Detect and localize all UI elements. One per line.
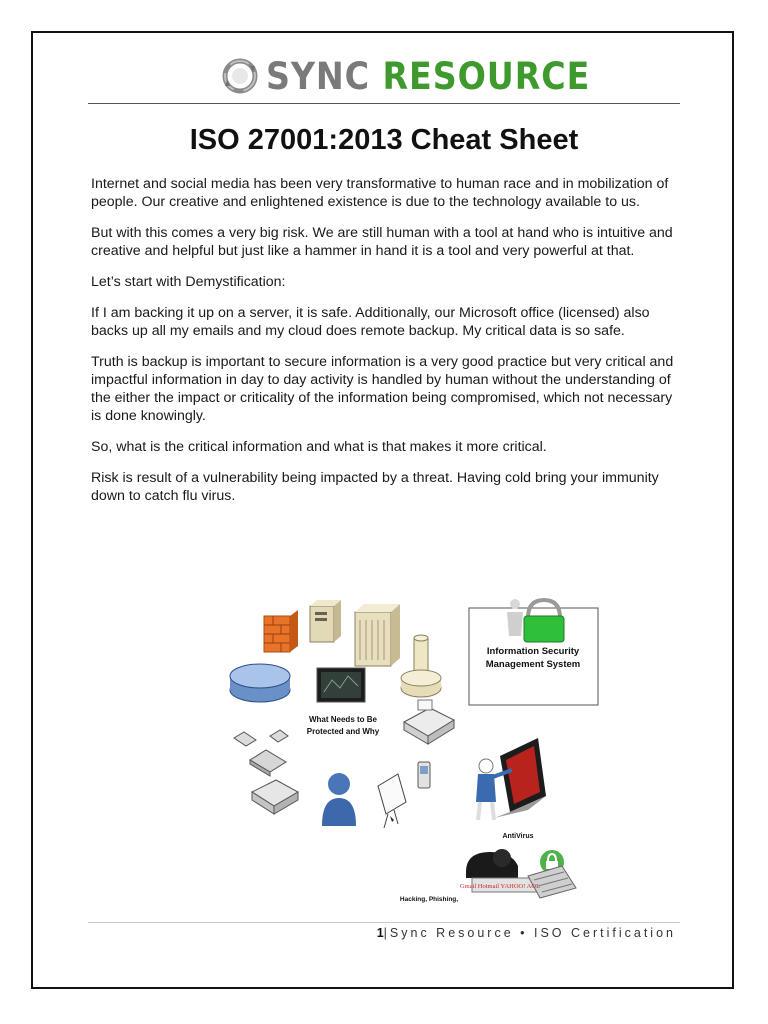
brand-logo <box>222 55 626 97</box>
user-icon <box>322 773 356 826</box>
person-key-icon <box>507 599 523 636</box>
lock-icon <box>524 600 564 642</box>
isms-label-line1: Information Security <box>486 646 580 657</box>
paragraph-1: Internet and social media has been very transformative to human race and in mobilization of people. Our creative and enlightened existence is due to the technology available to us. <box>91 176 669 210</box>
center-label-line2: Protected and Why <box>306 727 380 736</box>
antivirus-label: AntiVirus <box>502 833 534 840</box>
paragraph-6: So, what is the critical information and what is that makes it more critical. <box>91 439 547 455</box>
isms-label-line2: Management System <box>485 659 581 670</box>
footer-divider <box>88 922 680 923</box>
header-divider <box>88 103 680 104</box>
email-logos: Gmail Hotmail YAHOO! AOL <box>459 883 541 890</box>
isms-box <box>469 599 598 705</box>
footer-separator: | <box>383 926 390 940</box>
page-number: 1 <box>376 926 384 940</box>
printer-icon <box>252 780 298 814</box>
center-label-line1: What Needs to Be <box>308 715 378 724</box>
hacking-label: Hacking, Phishing, <box>399 896 459 903</box>
network-devices-icon <box>234 730 288 776</box>
fax-machine-icon <box>404 700 454 744</box>
brand-name-part1: SYNC <box>266 54 371 98</box>
body-text <box>91 175 681 518</box>
server-icon <box>310 600 341 642</box>
presentation-board-icon <box>378 774 406 828</box>
page-title: ISO 27001:2013 Cheat Sheet <box>189 124 579 156</box>
mainframe-icon <box>401 635 441 697</box>
brand-name <box>266 55 590 98</box>
tower-server-icon <box>355 604 400 666</box>
database-icon <box>230 664 290 702</box>
mobile-phone-icon <box>418 762 430 788</box>
footer-text: Sync Resource • ISO Certification <box>389 926 676 940</box>
paragraph-3: Let’s start with Demystification: <box>91 274 286 290</box>
paragraph-2: But with this comes a very big risk. We are still human with a tool at hand who is intuitive and creative and helpful but just like a hammer in hand it is a tool and very powerful at that. <box>91 225 673 259</box>
firewall-icon <box>264 610 298 652</box>
sync-arrows-icon <box>222 58 258 94</box>
keyboard-icon <box>528 866 576 898</box>
paragraph-7: Risk is result of a vulnerability being impacted by a threat. Having cold bring your immunity down to catch flu virus. <box>91 470 659 504</box>
brand-name-part2: RESOURCE <box>382 54 591 98</box>
page-footer <box>377 926 676 940</box>
antivirus-laptop-icon <box>476 738 546 820</box>
paragraph-4: If I am backing it up on a server, it is safe. Additionally, our Microsoft office (licensed) also backs up all my emails and my cloud does remote backup. My critical data is so safe. <box>91 305 650 339</box>
security-illustration <box>228 596 603 906</box>
paragraph-5: Truth is backup is important to secure information is a very good practice but very critical and impactful information in day to day activity is handled by human without the understanding of the either the impact or criticality of the information being compromised, which not necessary is done knowingly. <box>91 354 674 424</box>
monitor-icon <box>317 668 365 702</box>
